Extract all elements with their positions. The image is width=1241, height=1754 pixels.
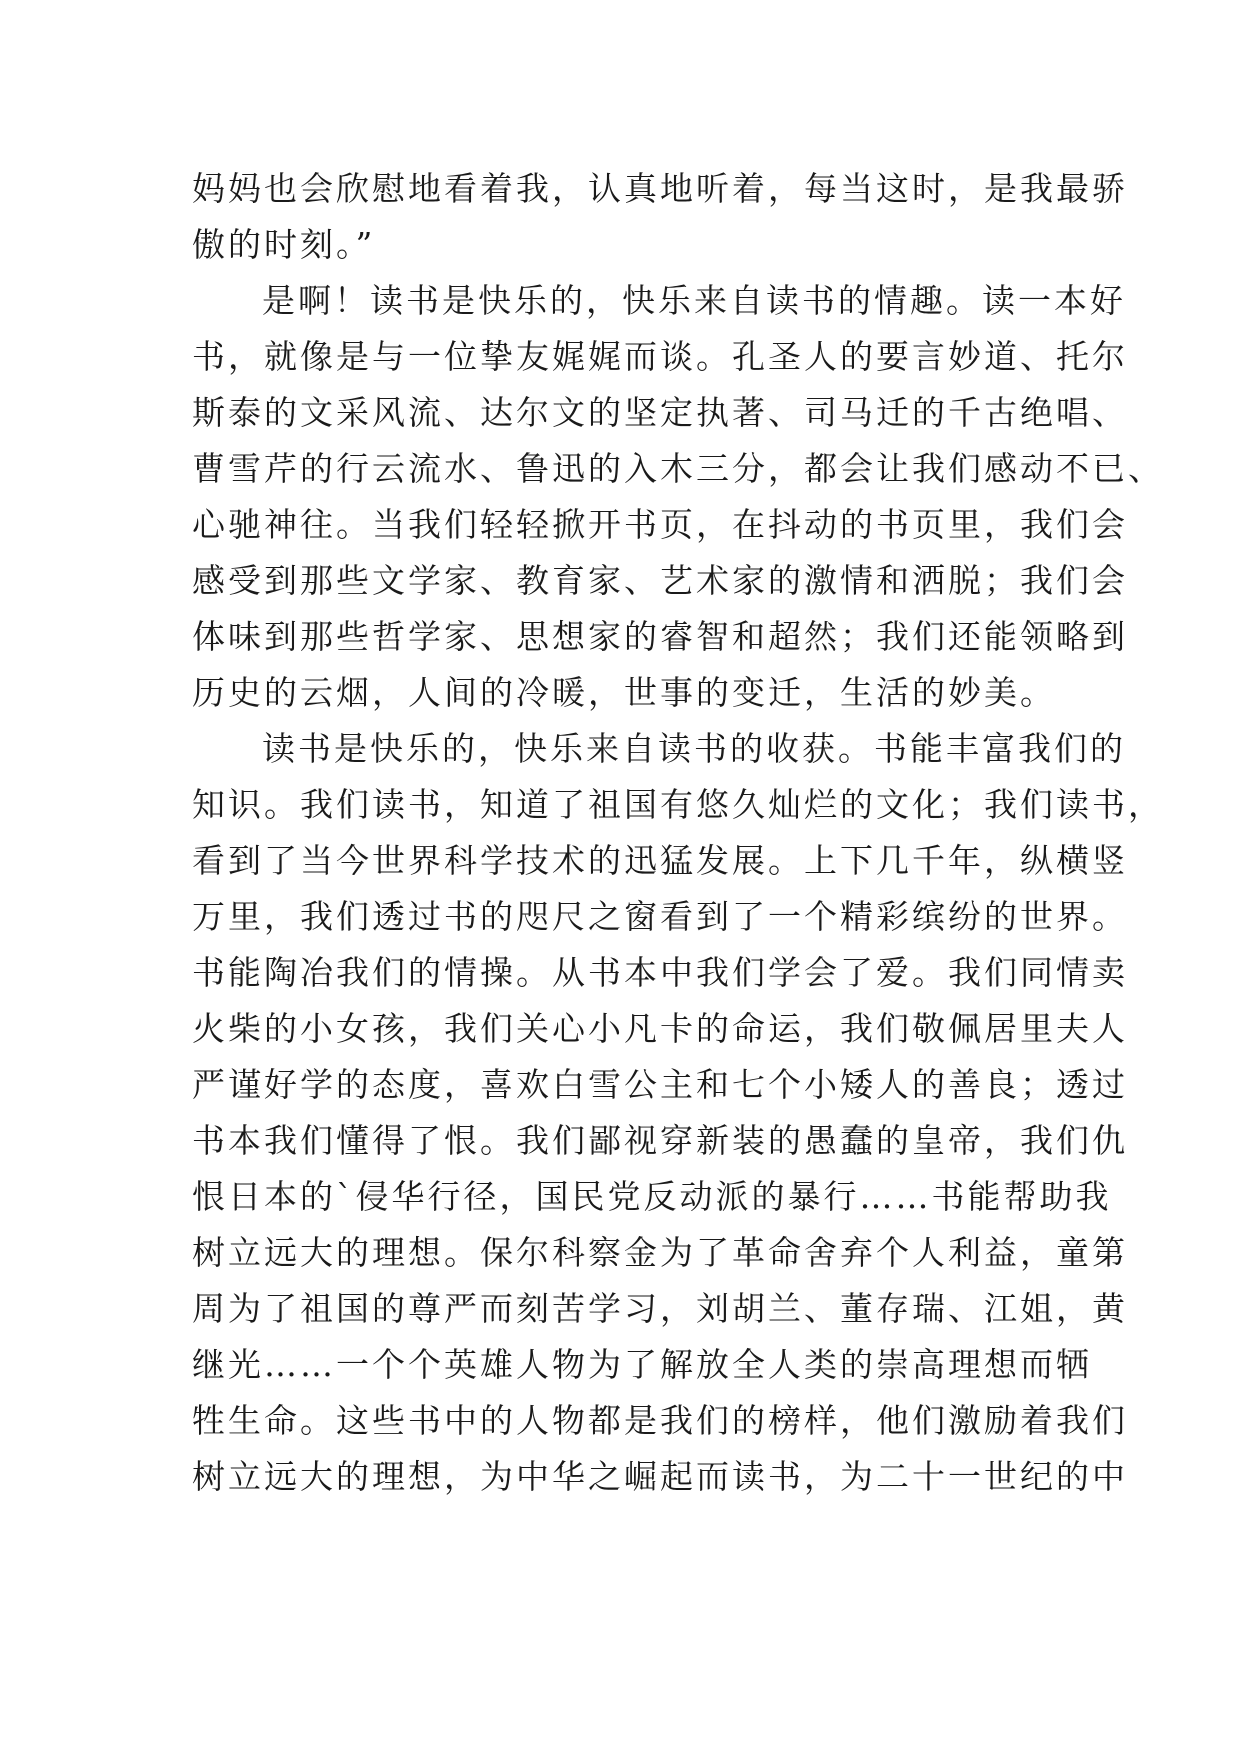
body-text [192, 161, 1164, 1505]
text-line: 树立远大的理想，为中华之崛起而读书，为二十一世纪的中 [192, 1457, 1128, 1496]
text-line: 斯泰的文采风流、达尔文的坚定执著、司马迁的千古绝唱、 [192, 393, 1128, 432]
paragraph-start-line: 读书是快乐的，快乐来自读书的收获。书能丰富我们的 [262, 729, 1126, 768]
text-line: 傲的时刻。” [192, 225, 376, 264]
text-line: 书本我们懂得了恨。我们鄙视穿新装的愚蠢的皇帝，我们仇 [192, 1121, 1128, 1160]
text-line: 继光……一个个英雄人物为了解放全人类的崇高理想而牺 [192, 1345, 1092, 1384]
paragraph-start-line: 是啊！读书是快乐的，快乐来自读书的情趣。读一本好 [262, 281, 1126, 320]
text-line: 火柴的小女孩，我们关心小凡卡的命运，我们敬佩居里夫人 [192, 1009, 1128, 1048]
text-line: 书，就像是与一位挚友娓娓而谈。孔圣人的要言妙道、托尔 [192, 337, 1128, 376]
text-line: 体味到那些哲学家、思想家的睿智和超然；我们还能领略到 [192, 617, 1128, 656]
text-line: 万里，我们透过书的咫尺之窗看到了一个精彩缤纷的世界。 [192, 897, 1128, 936]
text-line: 严谨好学的态度，喜欢白雪公主和七个小矮人的善良；透过 [192, 1065, 1128, 1104]
text-line: 牲生命。这些书中的人物都是我们的榜样，他们激励着我们 [192, 1401, 1128, 1440]
text-line: 书能陶冶我们的情操。从书本中我们学会了爱。我们同情卖 [192, 953, 1128, 992]
text-line: 恨日本的`侵华行径，国民党反动派的暴行……书能帮助我 [192, 1177, 1112, 1216]
text-line: 感受到那些文学家、教育家、艺术家的激情和洒脱；我们会 [192, 561, 1128, 600]
text-line: 树立远大的理想。保尔科察金为了革命舍弃个人利益，童第 [192, 1233, 1128, 1272]
text-line: 知识。我们读书，知道了祖国有悠久灿烂的文化；我们读书， [192, 785, 1164, 824]
text-line: 周为了祖国的尊严而刻苦学习，刘胡兰、董存瑞、江姐，黄 [192, 1289, 1128, 1328]
text-line: 曹雪芹的行云流水、鲁迅的入木三分，都会让我们感动不已、 [192, 449, 1164, 488]
text-line: 心驰神往。当我们轻轻掀开书页，在抖动的书页里，我们会 [192, 505, 1128, 544]
text-line: 看到了当今世界科学技术的迅猛发展。上下几千年，纵横竖 [192, 841, 1128, 880]
text-line: 历史的云烟，人间的冷暖，世事的变迁，生活的妙美。 [192, 673, 1056, 712]
text-line: 妈妈也会欣慰地看着我，认真地听着，每当这时，是我最骄 [192, 169, 1128, 208]
